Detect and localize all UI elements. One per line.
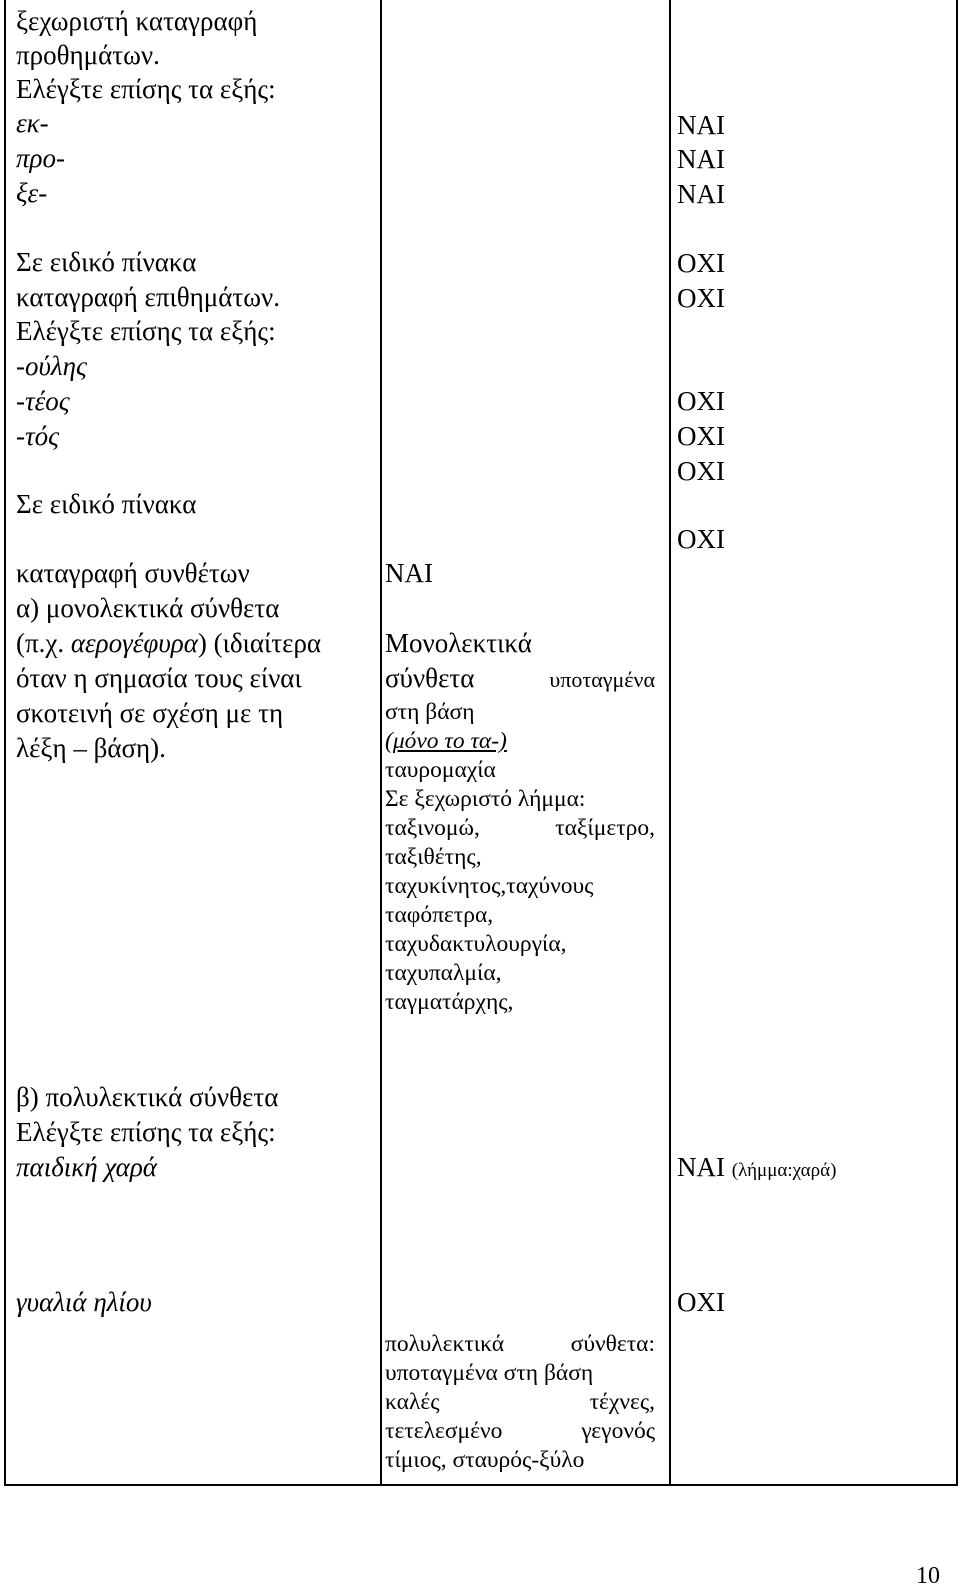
text-line <box>385 661 655 697</box>
text-line: Ελέγξτε επίσης τα εξής: <box>16 1117 276 1147</box>
text-fragment: τέχνες, <box>589 1389 655 1415</box>
text-fragment: πολυλεκτικά <box>385 1331 505 1357</box>
text-line <box>16 626 321 660</box>
answer-text: ΝΑΙ <box>677 1152 725 1182</box>
text-line: τίμιος, σταυρός-ξύλο <box>385 1447 585 1473</box>
answer-no: ΟΧΙ <box>677 524 725 554</box>
suffix-item: -ούλης <box>16 351 87 381</box>
text-line: β) πολυλεκτικά σύνθετα <box>16 1082 279 1112</box>
text-line: υποταγμένα στη βάση <box>385 1360 594 1386</box>
text-line: λέξη – βάση). <box>16 733 166 763</box>
answer-yes: ΝΑΙ <box>385 558 433 588</box>
text-line: στη βάση <box>385 699 475 725</box>
prefix-item: προ- <box>16 143 65 173</box>
column-divider-1 <box>380 0 382 1484</box>
text-line: όταν η σημασία τους είναι <box>16 663 302 693</box>
text-line: Μονολεκτικά <box>385 628 532 658</box>
text-line: ταχυδακτυλουργία, <box>385 931 567 957</box>
text-line: (μόνο το τα-) <box>385 728 507 754</box>
text-line: Ελέγξτε επίσης τα εξής: <box>16 316 276 346</box>
answer-no: ΟΧΙ <box>677 421 725 451</box>
example-word: αερογέφυρα <box>70 628 198 658</box>
example-phrase: γυαλιά ηλίου <box>16 1287 152 1317</box>
text-line <box>385 1388 655 1417</box>
answer-no: ΟΧΙ <box>677 456 725 486</box>
answer-yes: ΝΑΙ <box>677 110 725 140</box>
text-fragment: σύνθετα: <box>570 1331 655 1357</box>
answer-yes <box>677 1150 836 1188</box>
answer-yes: ΝΑΙ <box>677 179 725 209</box>
text-line: ταγματάρχης, <box>385 989 514 1015</box>
answer-no: ΟΧΙ <box>677 283 725 313</box>
text-line: καταγραφή συνθέτων <box>16 558 250 588</box>
text-fragment: καλές <box>385 1389 440 1415</box>
answer-yes: ΝΑΙ <box>677 144 725 174</box>
text-fragment: τετελεσμένο <box>385 1418 503 1444</box>
text-line: ξεχωριστή καταγραφή <box>16 6 258 36</box>
text-line: ταφόπετρα, <box>385 902 494 928</box>
text-line: σκοτεινή σε σχέση με τη <box>16 698 284 728</box>
prefix-item: ξε- <box>16 178 48 208</box>
column-divider-2 <box>669 0 671 1484</box>
text-line: καταγραφή επιθημάτων. <box>16 282 281 312</box>
answer-note: (λήμμα:χαρά) <box>731 1160 837 1181</box>
text-line: προθημάτων. <box>16 40 160 70</box>
text-line <box>385 1417 655 1446</box>
text-line: ταξιθέτης, <box>385 844 482 870</box>
text-fragment: υποταγμένα <box>549 667 655 692</box>
text-line: Σε ειδικό πίνακα <box>16 489 197 519</box>
answer-no: ΟΧΙ <box>677 1287 725 1317</box>
text-line: Σε ειδικό πίνακα <box>16 247 197 277</box>
text-line: ταυρομαχία <box>385 757 496 783</box>
suffix-item: -τέος <box>16 386 70 416</box>
suffix-item: -τός <box>16 421 60 451</box>
text-line: Σε ξεχωριστό λήμμα: <box>385 786 586 812</box>
text-line <box>385 1330 655 1359</box>
text-fragment: σύνθετα <box>385 663 475 693</box>
text-line: ταχυκίνητος,ταχύνους <box>385 873 594 899</box>
text-fragment: ταξίμετρο, <box>555 815 655 841</box>
text-line: ταχυπαλμία, <box>385 960 502 986</box>
answer-no: ΟΧΙ <box>677 386 725 416</box>
prefix-item: εκ- <box>16 108 49 138</box>
example-phrase: παιδική χαρά <box>16 1152 157 1182</box>
text-line <box>385 814 655 843</box>
text-fragment: ) (ιδιαίτερα <box>197 628 322 658</box>
answer-no: ΟΧΙ <box>677 248 725 278</box>
text-line: Ελέγξτε επίσης τα εξής: <box>16 74 276 104</box>
text-fragment: ταξινομώ, <box>385 815 480 841</box>
text-fragment: γεγονός <box>581 1418 655 1444</box>
text-fragment: (π.χ. <box>16 628 71 658</box>
text-line: α) μονολεκτικά σύνθετα <box>16 593 280 623</box>
page-number: 10 <box>916 1563 940 1589</box>
